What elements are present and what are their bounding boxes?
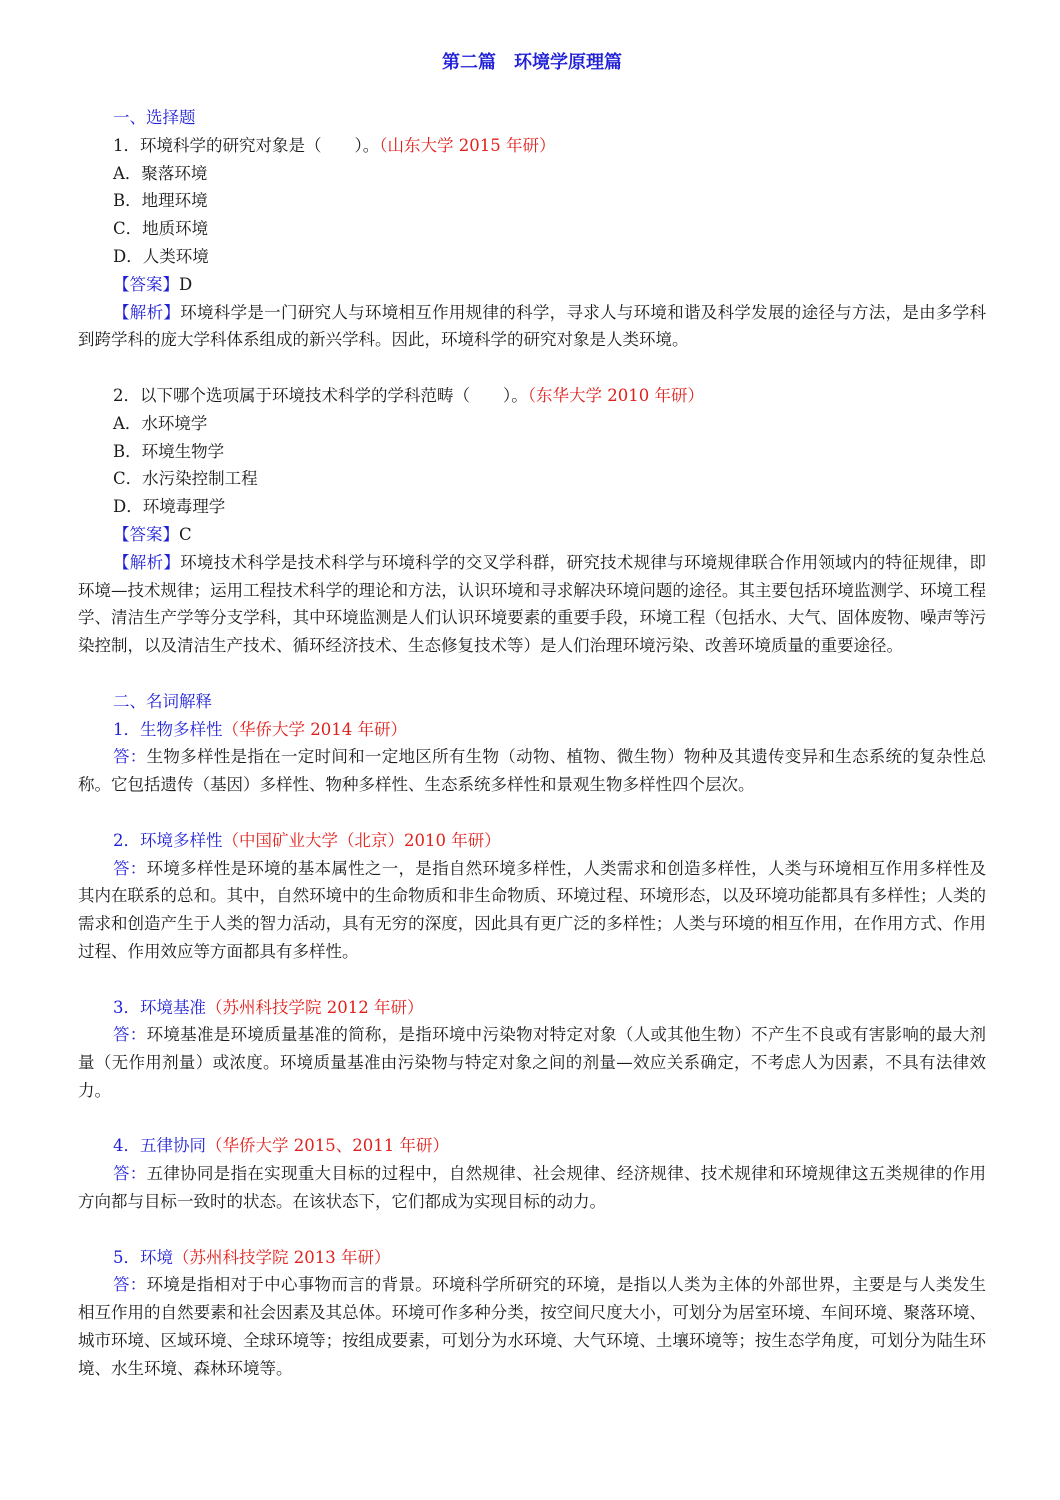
answer-label: 【答案】: [113, 524, 179, 544]
answer-text: 生物多样性是指在一定时间和一定地区所有生物（动物、植物、微生物）物种及其遗传变异和生态系统的复杂性总称。它包括遗传（基因）多样性、物种多样性、生态系统多样性和景观生物多样性四个层次。: [78, 747, 987, 795]
answer-label: 答：: [113, 1164, 147, 1184]
question-2-stem: [78, 382, 986, 410]
question-text: 2．以下哪个选项属于环境技术科学的学科范畴（ ）。: [113, 385, 528, 405]
term-heading: [78, 994, 986, 1022]
analysis-label: 【解析】: [113, 302, 181, 322]
answer-text: 环境多样性是环境的基本属性之一，是指自然环境多样性，人类需求和创造多样性，人类与环境相互作用多样性及其内在联系的总和。其中，自然环境中的生命物质和非生命物质、环境过程、环境形态，以及环境功能都具有多样性；人类的需求和创造产生于人类的智力活动，具有无穷的深度，因此具有更广泛的多样性；人类与环境的相互作用，在作用方式、作用过程、作用效应等方面都具有多样性。: [78, 858, 987, 961]
answer-value: D: [179, 274, 193, 294]
analysis-paragraph: [78, 299, 986, 355]
answer-label: 【答案】: [113, 274, 179, 294]
term-name: 2．环境多样性: [113, 830, 223, 850]
question-source: （山东大学 2015 年研）: [379, 135, 556, 155]
term-name: 5．环境: [113, 1247, 173, 1267]
answer-label: 答：: [113, 1025, 147, 1045]
question-1-stem: [78, 132, 986, 160]
answer-label: 答：: [113, 747, 147, 767]
term-source: （华侨大学 2015、2011 年研）: [206, 1136, 449, 1156]
term-name: 4．五律协同: [113, 1136, 206, 1156]
term-heading: [78, 1132, 986, 1160]
answer-text: 环境基准是环境质量基准的简称，是指环境中污染物对特定对象（人或其他生物）不产生不良或有害影响的最大剂量（无作用剂量）或浓度。环境质量基准由污染物与特定对象之间的剂量—效应关系确定，不考虑人为因素，不具有法律效力。: [78, 1025, 987, 1100]
answer-text: 五律协同是指在实现重大目标的过程中，自然规律、社会规律、经济规律、技术规律和环境规律这五类规律的作用方向都与目标一致时的状态。在该状态下，它们都成为实现目标的动力。: [78, 1164, 987, 1212]
question-source: （东华大学 2010 年研）: [527, 385, 704, 405]
term-name: 3．环境基准: [113, 997, 206, 1017]
term-heading: [78, 716, 986, 744]
term-heading: [78, 827, 986, 855]
term-answer: [78, 855, 986, 966]
term-answer: [78, 1271, 986, 1382]
answer-label: 答：: [113, 858, 147, 878]
term-answer: [78, 1021, 986, 1104]
option-a: A．聚落环境: [113, 163, 208, 183]
option-c: C．水污染控制工程: [113, 469, 258, 489]
answer-line: [78, 271, 986, 299]
answer-line: [78, 521, 986, 549]
analysis-paragraph: [78, 549, 986, 660]
term-source: （华侨大学 2014 年研）: [222, 719, 407, 739]
question-text: 1．环境科学的研究对象是（ ）。: [113, 135, 380, 155]
term-source: （苏州科技学院 2012 年研）: [206, 997, 424, 1017]
term-name: 1．生物多样性: [113, 719, 223, 739]
term-answer: [78, 743, 986, 799]
page-title: 第二篇 环境学原理篇: [442, 52, 622, 73]
term-source: （中国矿业大学（北京）2010 年研）: [222, 830, 501, 850]
option-b: B．环境生物学: [113, 441, 225, 461]
section-heading-terms: 二、名词解释: [113, 691, 212, 711]
section-heading-choice: 一、选择题: [113, 108, 196, 127]
analysis-text: 环境科学是一门研究人与环境相互作用规律的科学，寻求人与环境和谐及科学发展的途径与方法，是由多学科到跨学科的庞大学科体系组成的新兴学科。因此，环境科学的研究对象是人类环境。: [78, 302, 987, 350]
analysis-text: 环境技术科学是技术科学与环境科学的交叉学科群，研究技术规律与环境规律联合作用领域内的特征规律，即环境—技术规律；运用工程技术科学的理论和方法，认识环境和寻求解决环境问题的途径。其主要包括环境监测学、环境工程学、清洁生产学等分支学科，其中环境监测是人们认识环境要素的重要手段，环境工程（包括水、大气、固体废物、噪声等污染控制，以及清洁生产技术、循环经济技术、生态修复技术等）是人们治理环境污染、改善环境质量的重要途径。: [78, 552, 987, 656]
term-source: （苏州科技学院 2013 年研）: [173, 1247, 391, 1267]
answer-label: 答：: [113, 1275, 147, 1295]
term-answer: [78, 1160, 986, 1216]
option-b: B．地理环境: [113, 191, 208, 211]
option-d: D．人类环境: [113, 246, 209, 266]
answer-value: C: [179, 524, 192, 544]
option-c: C．地质环境: [113, 219, 209, 239]
option-d: D．环境毒理学: [113, 497, 226, 517]
option-a: A．水环境学: [113, 413, 208, 433]
term-heading: [78, 1244, 986, 1272]
answer-text: 环境是指相对于中心事物而言的背景。环境科学所研究的环境，是指以人类为主体的外部世界，主要是与人类发生相互作用的自然要素和社会因素及其总体。环境可作多种分类，按空间尺度大小，可划分为居室环境、车间环境、聚落环境、城市环境、区域环境、全球环境等；按组成要素，可划分为水环境、大气环境、土壤环境等；按生态学角度，可划分为陆生环境、水生环境、森林环境等。: [78, 1275, 987, 1378]
document-page: [78, 48, 986, 1383]
analysis-label: 【解析】: [113, 552, 181, 572]
